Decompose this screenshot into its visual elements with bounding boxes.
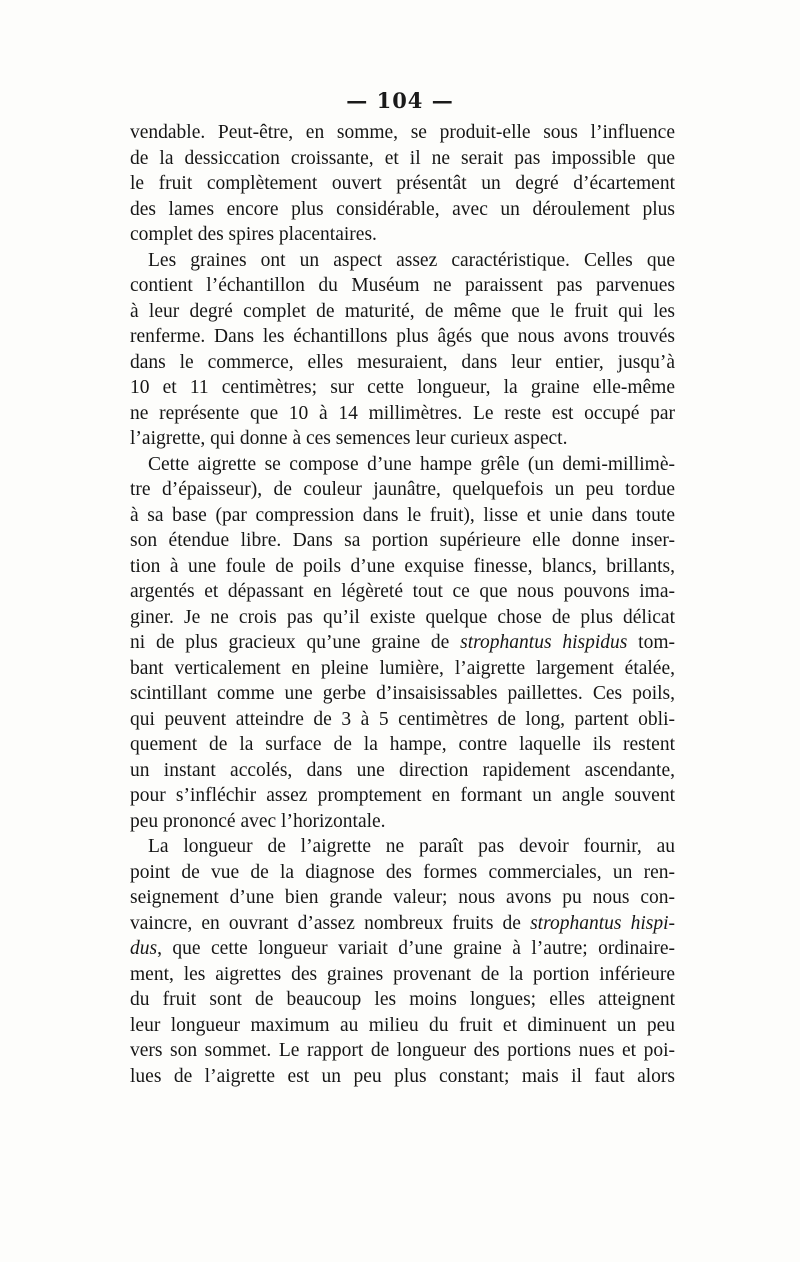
text-line: ne représente que 10 à 14 millimètres. Le reste est occupé par bbox=[130, 402, 675, 424]
text-line: lues de l’aigrette est un peu plus constant; mais il faut alors bbox=[130, 1065, 675, 1087]
text-segment: vaincre, en ouvrant d’assez nombreux fruits de bbox=[130, 912, 531, 934]
text-line: du fruit sont de beaucoup les moins longues; elles atteignent bbox=[130, 989, 675, 1010]
text-line: vendable. Peut-être, en somme, se produit-elle sous l’influence bbox=[130, 122, 675, 143]
text-line: Cette aigrette se compose d’une hampe grêle (un demi-millimè- bbox=[148, 453, 675, 475]
text-line: des lames encore plus considérable, avec un déroulement plus bbox=[130, 198, 675, 220]
text-line: un instant accolés, dans une direction rapidement ascendante, bbox=[130, 759, 675, 781]
text-line: à sa base (par compression dans le fruit), lisse et unie dans toute bbox=[130, 504, 675, 526]
italic-species-name: strophantus hispidus bbox=[460, 632, 628, 653]
text-line: peu prononcé avec l’horizontale. bbox=[130, 810, 386, 832]
text-segment: ni de plus gracieux qu’une graine de bbox=[130, 632, 461, 653]
text-line: le fruit complètement ouvert présentât un degré d’écartement bbox=[130, 173, 675, 194]
text-line: argentés et dépassant en légèreté tout ce que nous pouvons ima- bbox=[130, 581, 675, 602]
text-line: tre d’épaisseur), de couleur jaunâtre, quelquefois un peu tordue bbox=[130, 479, 675, 500]
text-line: La longueur de l’aigrette ne paraît pas devoir fournir, au bbox=[148, 836, 675, 857]
text-line: quement de la surface de la hampe, contre laquelle ils restent bbox=[130, 734, 675, 755]
text-line bbox=[130, 936, 675, 962]
body-text bbox=[130, 120, 675, 1089]
text-line: 10 et 11 centimètres; sur cette longueur, la graine elle-même bbox=[130, 377, 675, 398]
text-line: tion à une foule de poils d’une exquise finesse, blancs, brillants, bbox=[130, 555, 675, 577]
text-segment: tom- bbox=[627, 632, 675, 653]
text-line: seignement d’une bien grande valeur; nous avons pu nous con- bbox=[130, 887, 675, 908]
text-line: contient l’échantillon du Muséum ne paraissent pas parvenues bbox=[130, 275, 675, 296]
text-line: leur longueur maximum au milieu du fruit et diminuent un peu bbox=[130, 1014, 675, 1036]
text-line: scintillant comme une gerbe d’insaisissables paillettes. Ces poils, bbox=[130, 683, 675, 704]
text-line bbox=[130, 630, 675, 656]
text-line: pour s’infléchir assez promptement en formant un angle souvent bbox=[130, 785, 675, 806]
text-line: Les graines ont un aspect assez caractéristique. Celles que bbox=[148, 249, 675, 271]
text-line: bant verticalement en pleine lumière, l’aigrette largement étalée, bbox=[130, 657, 675, 679]
text-line: de la dessiccation croissante, et il ne serait pas impossible que bbox=[130, 147, 675, 169]
page-number: — 104 — bbox=[346, 88, 454, 113]
text-line: giner. Je ne crois pas qu’il existe quelque chose de plus délicat bbox=[130, 606, 675, 628]
text-line: dans le commerce, elles mesuraient, dans leur entier, jusqu’à bbox=[130, 351, 675, 373]
text-line: renferme. Dans les échantillons plus âgés que nous avons trouvés bbox=[130, 326, 675, 347]
text-line: qui peuvent atteindre de 3 à 5 centimètres de long, partent obli- bbox=[130, 708, 675, 730]
text-line: complet des spires placentaires. bbox=[130, 224, 377, 245]
text-line: l’aigrette, qui donne à ces semences leur curieux aspect. bbox=[130, 428, 568, 449]
text-line: ment, les aigrettes des graines provenant de la portion inférieure bbox=[130, 963, 675, 985]
text-line bbox=[130, 911, 675, 937]
italic-species-name: dus bbox=[130, 938, 158, 959]
italic-species-name: strophantus hispi- bbox=[530, 912, 675, 934]
text-segment: , que cette longueur variait d’une graine à l’autre; ordinaire- bbox=[157, 938, 675, 959]
text-line: à leur degré complet de maturité, de même que le fruit qui les bbox=[130, 300, 675, 322]
text-line: son étendue libre. Dans sa portion supérieure elle donne inser- bbox=[130, 530, 675, 551]
text-line: vers son sommet. Le rapport de longueur des portions nues et poi- bbox=[130, 1040, 675, 1061]
text-line: point de vue de la diagnose des formes commerciales, un ren- bbox=[130, 861, 675, 883]
